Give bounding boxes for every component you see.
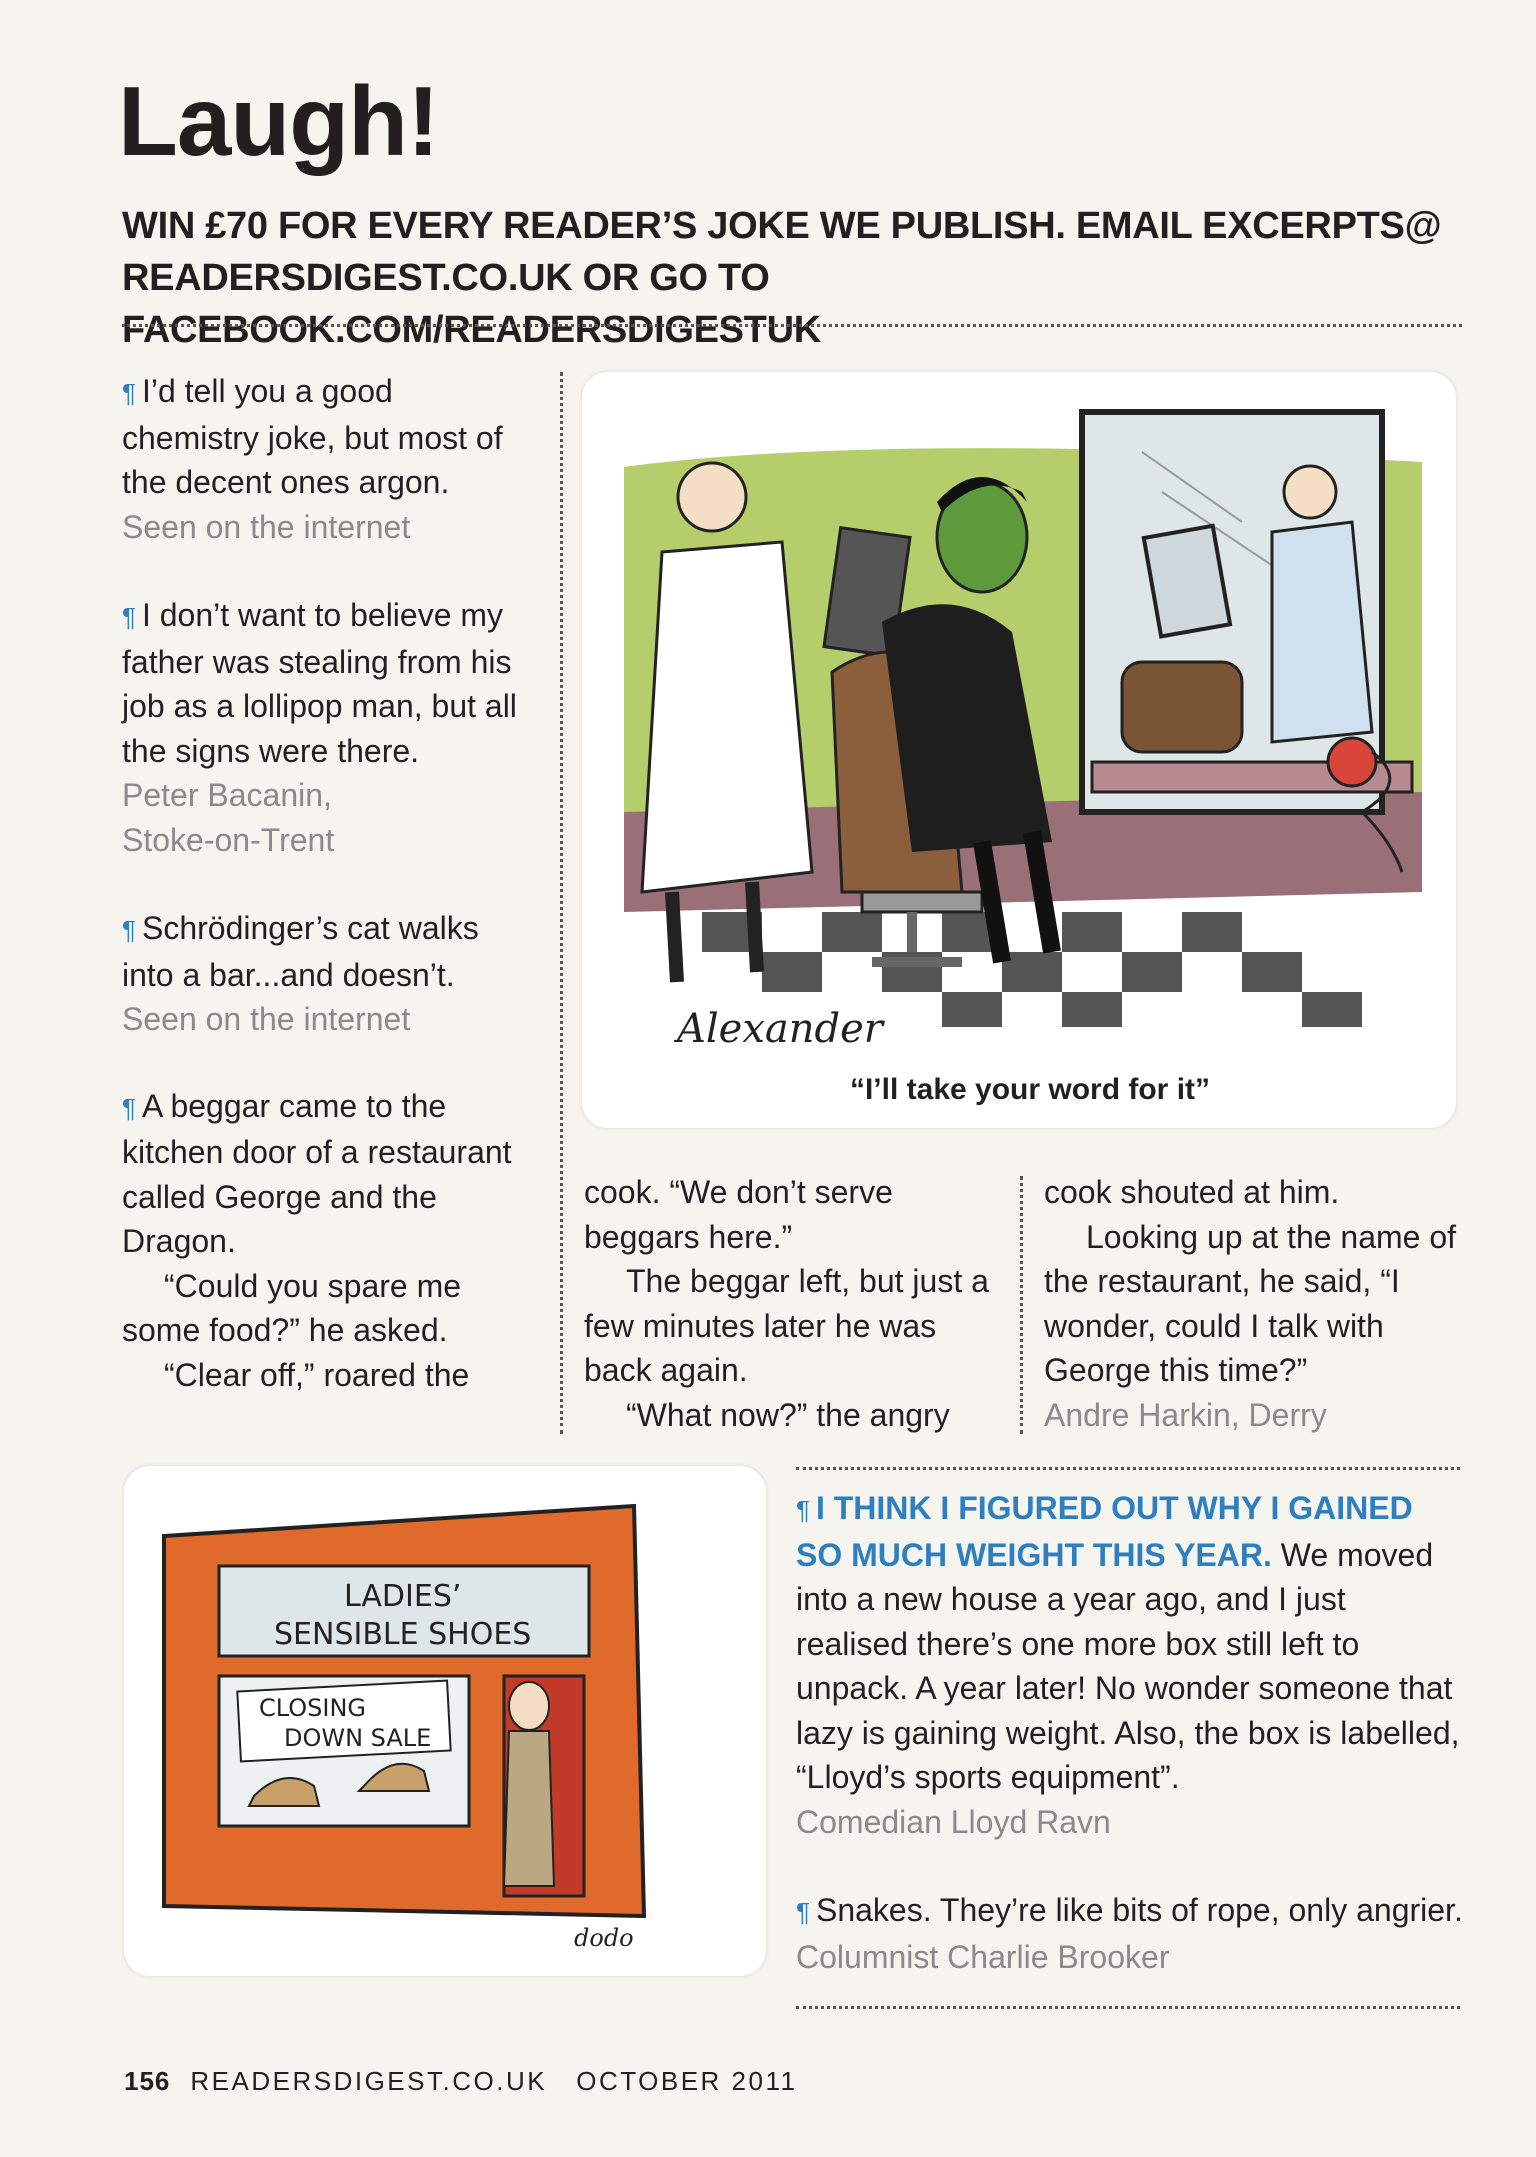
- subhead-line-1: WIN £70 FOR EVERY READER’S JOKE WE PUBLISH. EMAIL EXCERPTS@: [122, 205, 1442, 247]
- cartoon-signature: dodo: [574, 1924, 634, 1952]
- subhead-line-2: READERSDIGEST.CO.UK OR GO TO FACEBOOK.COM/READERSDIGESTUK: [122, 257, 821, 351]
- pilcrow-icon: ¶: [796, 1495, 810, 1525]
- shop-sign-line-1: LADIES’: [344, 1579, 462, 1614]
- left-column: [122, 369, 522, 1441]
- barber-coat: [642, 542, 812, 892]
- story-credit: Andre Harkin, Derry: [1044, 1396, 1327, 1433]
- story-column-3: [1044, 1170, 1464, 1437]
- joke-headline: I THINK I FIGURED OUT WHY I GAINED SO MUCH WEIGHT THIS YEAR.: [796, 1490, 1413, 1573]
- top-divider: [122, 324, 1462, 327]
- pilcrow-icon: ¶: [122, 602, 136, 632]
- column-divider-right: [1020, 1176, 1023, 1434]
- submission-instructions: [122, 200, 1462, 356]
- cartoon-barber-frame: [582, 372, 1456, 1128]
- sale-sign-line-2: DOWN SALE: [284, 1724, 432, 1752]
- story-column-2: [584, 1170, 1004, 1437]
- column-divider-left: [560, 372, 563, 1434]
- cartoon-caption: “I’ll take your word for it”: [849, 1073, 1211, 1106]
- story-paragraph: The beggar left, but just a few minutes later he was back again.: [584, 1263, 989, 1388]
- lower-divider-top: [796, 1467, 1460, 1470]
- pilcrow-icon: ¶: [122, 1092, 136, 1123]
- woman-head: [509, 1682, 549, 1730]
- cartoon-shoeshop-frame: [124, 1466, 766, 1976]
- joke-text: I don’t want to believe my father was stealing from his job as a lollipop man, but all the signs were there.: [122, 597, 517, 769]
- joke-snakes: [796, 1888, 1464, 1979]
- barber-head: [678, 463, 746, 531]
- joke-credit: Columnist Charlie Brooker: [796, 1938, 1170, 1975]
- cartoon-shoeshop-illustration: [124, 1466, 766, 1976]
- pilcrow-icon: ¶: [122, 915, 136, 945]
- joke-credit: Comedian Lloyd Ravn: [796, 1803, 1111, 1840]
- story-paragraph: cook. “We don’t serve beggars here.”: [584, 1174, 893, 1255]
- lower-right-column: [796, 1486, 1464, 2023]
- page-number: 156: [124, 2066, 171, 2096]
- story-paragraph: “Clear off,” roared the: [164, 1356, 470, 1393]
- sale-sign-line-1: CLOSING: [259, 1694, 367, 1722]
- joke-credit: Seen on the internet: [122, 1001, 411, 1037]
- hairdryer: [1328, 738, 1376, 786]
- story-paragraph: A beggar came to the kitchen door of a restaurant called George and the Dragon.: [122, 1087, 512, 1259]
- joke-text: I’d tell you a good chemistry joke, but most of the decent ones argon.: [122, 373, 503, 500]
- story-paragraph: “What now?” the angry: [626, 1396, 950, 1433]
- joke-chemistry: [122, 369, 522, 549]
- page-title: Laugh!: [118, 66, 439, 176]
- lower-divider-bottom: [796, 2006, 1460, 2009]
- footer-site: READERSDIGEST.CO.UK: [190, 2066, 548, 2096]
- joke-text: Schrödinger’s cat walks into a bar...and doesn’t.: [122, 910, 479, 993]
- joke-text: We moved into a new house a year ago, and I just realised there’s one more box still left to unpack. A year later! No wonder someone that lazy is gaining weight. Also, the box is labelled, “Lloyd’s sports equipment”.: [796, 1536, 1460, 1795]
- cartoon-barber-illustration: [582, 372, 1456, 1052]
- story-paragraph: Looking up at the name of the restaurant, he said, “I wonder, could I talk with George this time?”: [1044, 1218, 1457, 1388]
- footer-issue: OCTOBER 2011: [576, 2066, 798, 2096]
- pilcrow-icon: ¶: [122, 378, 136, 408]
- pilcrow-icon: ¶: [796, 1897, 810, 1927]
- joke-credit: Seen on the internet: [122, 508, 411, 545]
- joke-weight: [796, 1486, 1464, 1844]
- story-paragraph: “Could you spare me some food?” he asked.: [122, 1267, 462, 1348]
- joke-credit-place: Stoke-on-Trent: [122, 821, 335, 858]
- story-paragraph: cook shouted at him.: [1044, 1174, 1340, 1210]
- woman-body: [504, 1731, 554, 1886]
- page-footer: [124, 2066, 797, 2097]
- cartoon-signature: Alexander: [677, 1006, 883, 1052]
- shop-sign-line-2: SENSIBLE SHOES: [274, 1617, 532, 1652]
- joke-credit-name: Peter Bacanin,: [122, 777, 332, 813]
- joke-text: Snakes. They’re like bits of rope, only angrier.: [815, 1892, 1463, 1928]
- joke-lollipop: [122, 593, 522, 862]
- story-part-1: [122, 1084, 522, 1398]
- joke-schrodinger: [122, 906, 522, 1042]
